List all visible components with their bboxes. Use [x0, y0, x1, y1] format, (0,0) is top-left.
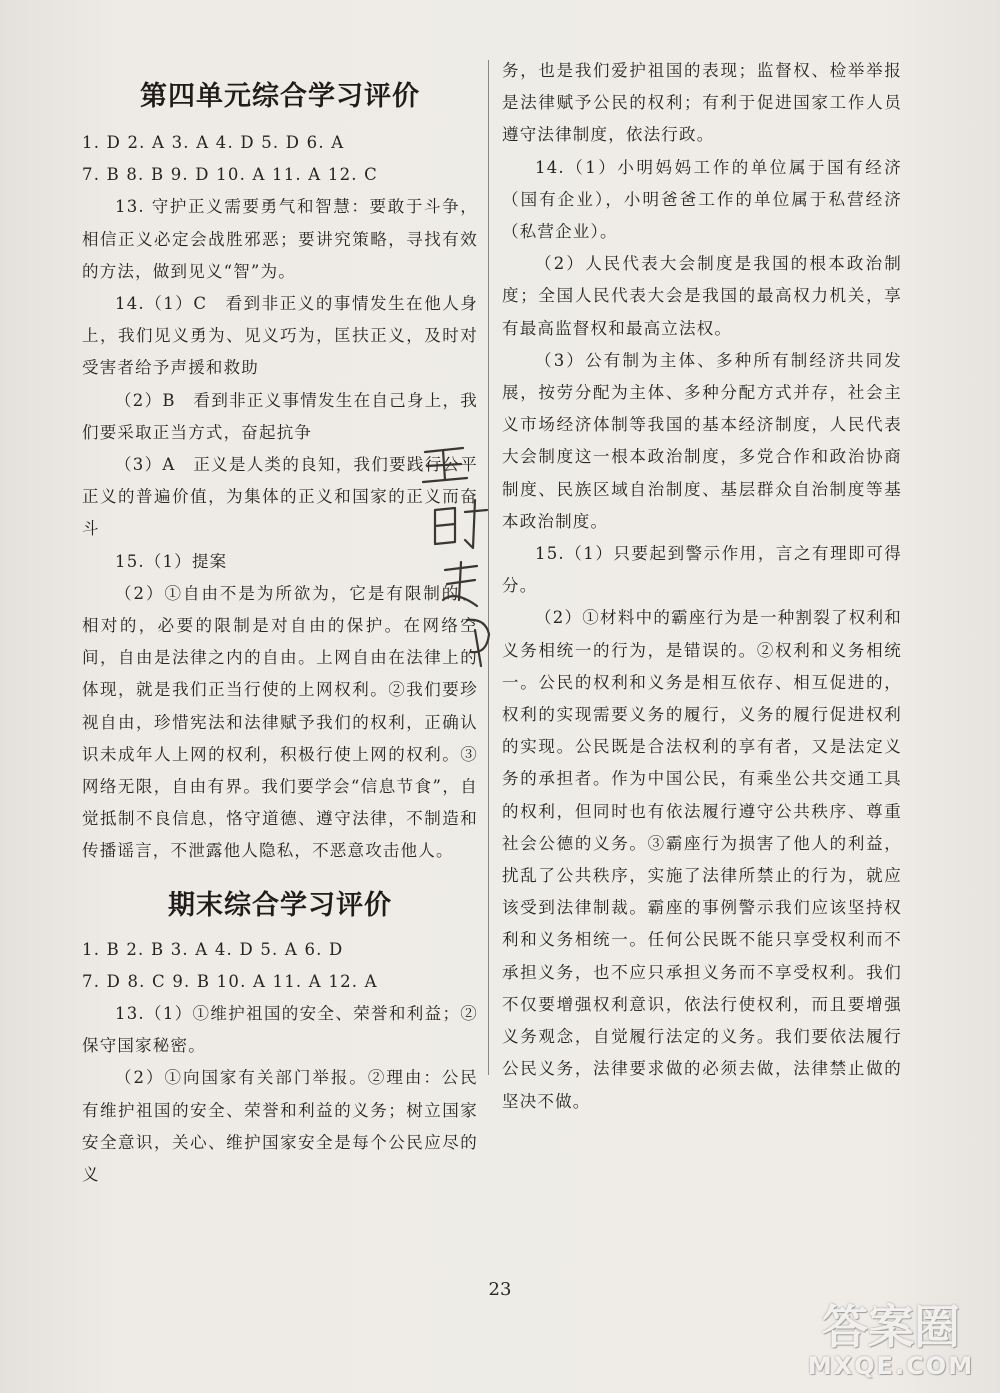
section-title-final: 期末综合学习评价 [168, 889, 392, 921]
answer-line: 1. D 2. A 3. A 4. D 5. D 6. A [82, 133, 345, 152]
answer-paragraph: 务，也是我们爱护祖国的表现；监督权、检举举报是法律赋予公民的权利；有利于促进国家工作人员遵守法律制度，依法行政。 [502, 61, 902, 145]
answer-paragraph: 13.（1）①维护祖国的安全、荣誉和利益；②保守国家秘密。 [82, 1004, 478, 1056]
answer-paragraph: （2）①自由不是为所欲为，它是有限制的、相对的，必要的限制是对自由的保护。在网络空间，自由是法律之内的自由。上网自由在法律上的体现，就是我们正当行使的上网权利。②我们要珍视自由，珍惜宪法和法律赋予我们的权利，正确认识未成年人上网的权利，积极行使上网的权利。③网络无限，自由有界。我们要学会“信息节食”，自觉抵制不良信息，恪守道德、遵守法律，不制造和传播谣言，不泄露他人隐私，不恶意攻击他人。 [82, 583, 478, 861]
answer-line: 7. D 8. C 9. B 10. A 11. A 12. A [82, 971, 378, 991]
watermark-en: MXQE.COM [807, 1352, 975, 1380]
answer-paragraph: （3）公有制为主体、多种所有制经济共同发展，按劳分配为主体、多种分配方式并存，社会主义市场经济体制等我国的基本经济制度，人民代表大会制度这一根本政治制度，多党合作和政治协商制度、民族区域自治制度、基层群众自治制度等基本政治制度。 [502, 350, 902, 531]
site-watermark [796, 1301, 986, 1381]
answer-paragraph: 14.（1）小明妈妈工作的单位属于国有经济（国有企业），小明爸爸工作的单位属于私营经济（私营企业）。 [502, 157, 902, 242]
answer-paragraph: （3）A 正义是人类的良知，我们要践行公平正义的普遍价值，为集体的正义和国家的正义而奋斗 [82, 455, 478, 539]
handwritten-scribble [415, 440, 505, 670]
answer-paragraph: 13. 守护正义需要勇气和智慧：要敢于斗争，相信正义必定会战胜邪恶；要讲究策略，寻找有效的方法，做到见义“智”为。 [82, 197, 478, 281]
page-number: 23 [488, 1279, 512, 1300]
answer-line: 7. B 8. B 9. D 10. A 11. A 12. C [82, 165, 378, 185]
answer-paragraph: （2）人民代表大会制度是我国的根本政治制度；全国人民代表大会是我国的最高权力机关，享有最高监督权和最高立法权。 [502, 254, 902, 338]
answer-paragraph: （2）①材料中的霸座行为是一种割裂了权利和义务相统一的行为，是错误的。②权利和义务相统一。公民的权利和义务是相互依存、相互促进的，权利的实现需要义务的履行，义务的履行促进权利的实现。公民既是合法权利的享有者，又是法定义务的承担者。作为中国公民，有乘坐公共交通工具的权利，但同时也有依法履行遵守公共秩序、尊重社会公德的义务。③霸座行为损害了他人的利益，扰乱了公共秩序，实施了法律所禁止的行为，就应该受到法律制裁。霸座的事例警示我们应该坚持权利和义务相统一。任何公民既不能只享受权利而不承担义务，也不应只承担义务而不享受权利。我们不仅要增强权利意识，依法行使权利，而且要增强义务观念，自觉履行法定的义务。我们要依法履行公民义务，法律要求做的必须去做，法律禁止做的坚决不做。 [502, 608, 902, 1111]
answer-paragraph: （2）①向国家有关部门举报。②理由：公民有维护祖国的安全、荣誉和利益的义务；树立国家安全意识，关心、维护国家安全是每个公民应尽的义 [82, 1068, 478, 1185]
right-column [502, 55, 902, 1118]
answer-line: 1. B 2. B 3. A 4. D 5. A 6. D [82, 939, 344, 959]
answer-paragraph: （2）B 看到非正义事情发生在自己身上，我们要采取正当方式，奋起抗争 [82, 390, 478, 442]
answer-paragraph: 15.（1）只要起到警示作用，言之有理即可得分。 [502, 544, 902, 596]
section-title-unit4: 第四单元综合学习评价 [140, 81, 420, 112]
answer-paragraph: 15.（1）提案 [115, 551, 228, 571]
watermark-cn: 答案圈 [822, 1300, 960, 1354]
answer-paragraph: 14.（1）C 看到非正义的事情发生在他人身上，我们见义勇为、见义巧为，匡扶正义，及时对受害者给予声援和救助 [82, 294, 478, 378]
